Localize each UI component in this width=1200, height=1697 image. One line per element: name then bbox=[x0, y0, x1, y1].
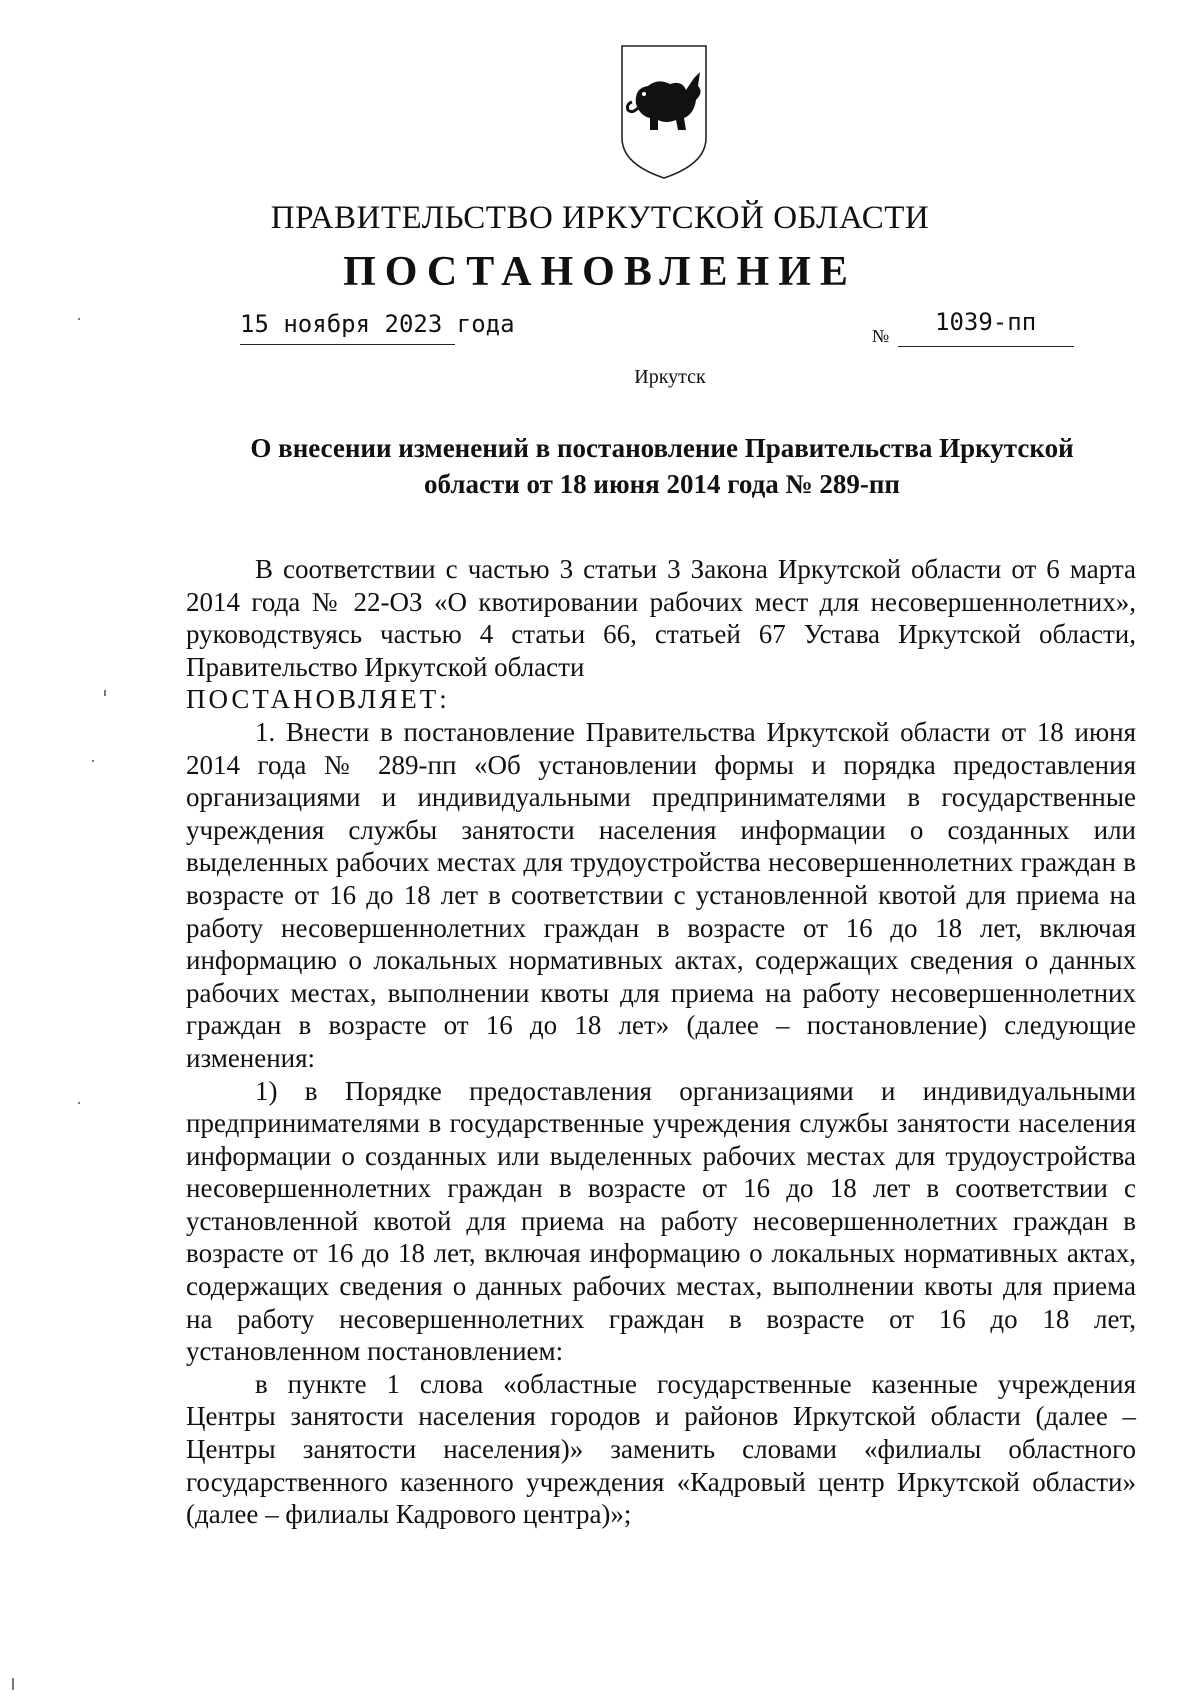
date-underline bbox=[240, 344, 455, 345]
organization-name: ПРАВИТЕЛЬСТВО ИРКУТСКОЙ ОБЛАСТИ bbox=[270, 200, 930, 236]
item-1-paragraph: 1. Внести в постановление Правительства Иркутской области от 18 июня 2014 года № 289-пп «Об установлении формы и порядка предоставления организациями и индивидуальными предпринимателями в государственные учреждения службы занятости населения информации о созданных или выделенных рабочих местах для трудоустройства несовершеннолетних граждан в возрасте от 16 до 18 лет в соответствии с установленной квотой для приема на работу несовершеннолетних граждан в возрасте от 16 до 18 лет, включая информацию о локальных нормативных актах, содержащих сведения о данных рабочих местах, выполнении квоты для приема на работу несовершеннолетних граждан в возрасте от 16 до 18 лет» (далее – постановление) следующие изменения: bbox=[186, 716, 1136, 1073]
title-line-2: области от 18 июня 2014 года № 289-пп bbox=[424, 469, 900, 499]
coat-of-arms-icon bbox=[614, 42, 714, 182]
document-city: Иркутск bbox=[634, 366, 706, 388]
document-number: 1039-пп bbox=[935, 308, 1037, 336]
document-date: 15 ноября 2023 года bbox=[240, 310, 515, 338]
scan-speck bbox=[78, 1102, 80, 1104]
point-1-paragraph: в пункте 1 слова «областные государственные казенные учреждения Центры занятости населения городов и районов Иркутской области (далее – Центры занятости населения)» заменить словами «филиалы областного государственного казенного учреждения «Кадровый центр Иркутской области» (далее – филиалы Кадрового центра)»; bbox=[186, 1368, 1136, 1530]
scan-speck bbox=[92, 760, 94, 762]
subitem-1-paragraph: 1) в Порядке предоставления организациями и индивидуальными предпринимателями в государственные учреждения службы занятости населения информации о созданных или выделенных рабочих местах для трудоустройства несовершеннолетних граждан в возрасте от 16 до 18 лет в соответствии с установленной квотой для приема на работу несовершеннолетних граждан в возрасте от 16 до 18 лет, включая информацию о локальных нормативных актах, содержащих сведения о данных рабочих местах, выполнении квоты для приема на работу несовершеннолетних граждан в возрасте от 16 до 18 лет, установленном постановлением: bbox=[186, 1075, 1136, 1367]
document-title bbox=[150, 430, 1174, 502]
scan-speck bbox=[12, 1678, 14, 1690]
title-line-1: О внесении изменений в постановление Правительства Иркутской bbox=[250, 433, 1074, 463]
scan-speck bbox=[104, 690, 106, 696]
number-sign: № bbox=[872, 326, 890, 346]
document-type: ПОСТАНОВЛЕНИЕ bbox=[343, 249, 857, 295]
resolves-heading: ПОСТАНОВЛЯЕТ: bbox=[186, 684, 450, 715]
document-body bbox=[186, 553, 1136, 1531]
number-underline bbox=[898, 346, 1074, 347]
intro-paragraph: В соответствии с частью 3 статьи 3 Закона Иркутской области от 6 марта 2014 года № 22-ОЗ «О квотировании рабочих мест для несовершеннолетних», руководствуясь частью 4 статьи 66, статьей 67 Устава Иркутской области, Правительство Иркутской области bbox=[186, 554, 1136, 682]
scan-speck bbox=[78, 318, 80, 320]
